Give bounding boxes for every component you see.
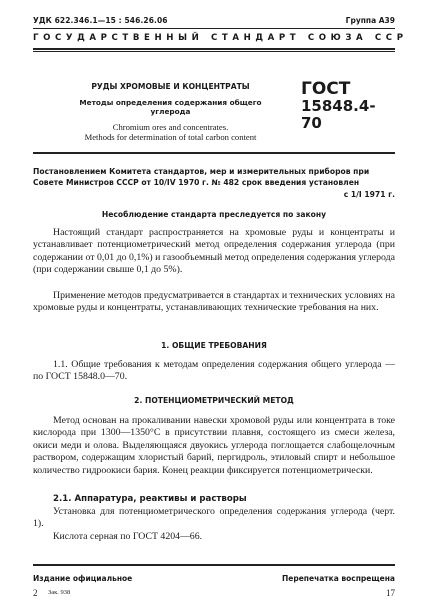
section-2-heading: 2. ПОТЕНЦИОМЕТРИЧЕСКИЙ МЕТОД xyxy=(134,396,294,405)
decree-line-2: Совете Министров СССР от 10/IV 1970 г. № 482 срок введения установлен xyxy=(33,178,360,188)
section-2-paragraph: Метод основан на прокаливании навески хромовой руды или концентрата в токе кислорода при 1300—1350°С в присутствии плавня, состоящего из смеси железа, окиси меди и олова. Выделяющаяся двуокись углерода поглощается слабощелочным раствором, содержащим хлористый барий, пергидроль, этиловый спирт и небольшое количество гидроокиси бария. Конец реакции фиксируется потенциометрически. xyxy=(33,415,395,476)
standard-banner: ГОСУДАРСТВЕННЫЙ СТАНДАРТ СОЮЗА ССР xyxy=(33,33,408,43)
udk-code: УДК 622.346.1—15 : 546.26.06 xyxy=(33,16,168,25)
title-divider xyxy=(33,152,395,154)
gost-number: 15848.4-70 xyxy=(301,97,376,132)
top-divider xyxy=(33,28,395,29)
gost-label: ГОСТ xyxy=(301,79,351,99)
order-number: Зак. 938 xyxy=(48,589,71,596)
section-1-paragraph: 1.1. Общие требования к методам определения содержания общего углерода — по ГОСТ 15848.0—70. xyxy=(33,359,395,383)
banner-divider xyxy=(33,48,395,50)
document-page xyxy=(33,0,408,600)
intro-paragraph-2: Применение методов предусматривается в стандартах и технических условиях на хромовые руды и концентраты, устанавливающих технические требования на них. xyxy=(33,290,395,314)
page-number: 17 xyxy=(386,588,395,598)
title-block xyxy=(63,82,278,143)
footer-divider xyxy=(33,564,395,566)
banner-divider-thin xyxy=(33,51,395,52)
english-title xyxy=(63,122,278,143)
group-code: Группа А39 xyxy=(345,16,395,25)
decree-text xyxy=(33,166,395,200)
gost-number-block xyxy=(301,80,391,132)
section-1-heading: 1. ОБЩИЕ ТРЕБОВАНИЯ xyxy=(161,341,267,350)
decree-line-3: с 1/I 1971 г. xyxy=(343,189,395,199)
document-subtitle: Методы определения содержания общего углерода xyxy=(79,98,262,116)
intro-paragraph-1: Настоящий стандарт распространяется на хромовые руды и концентраты и устанавливает потенциометрический метод определения содержания углерода (при содержании от 0,01 до 0,1%) и газообъемный метод определения содержания углерода (при содержании свыше 0,1 до 5%). xyxy=(33,227,395,276)
subsection-2-1-paragraph: Установка для потенциометрического определения содержания углерода (черт. 1). xyxy=(33,506,395,530)
copyright-notice: Несоблюдение стандарта преследуется по закону xyxy=(101,210,327,219)
document-title: РУДЫ ХРОМОВЫЕ И КОНЦЕНТРАТЫ xyxy=(91,82,250,91)
english-title-line-2: Methods for determination of total carbon content xyxy=(84,132,257,143)
reprint-notice: Перепечатка воспрещена xyxy=(281,574,395,583)
edition-label: Издание официальное xyxy=(33,574,133,583)
subsection-2-1-heading: 2.1. Аппаратура, реактивы и растворы xyxy=(53,494,247,504)
sulfuric-acid-line: Кислота серная по ГОСТ 4204—66. xyxy=(53,531,203,542)
english-title-line-1: Chromium ores and concentrates. xyxy=(112,122,229,132)
decree-line-1: Постановлением Комитета стандартов, мер и измерительных приборов при xyxy=(33,167,370,176)
signature-mark: 2 xyxy=(33,588,38,598)
